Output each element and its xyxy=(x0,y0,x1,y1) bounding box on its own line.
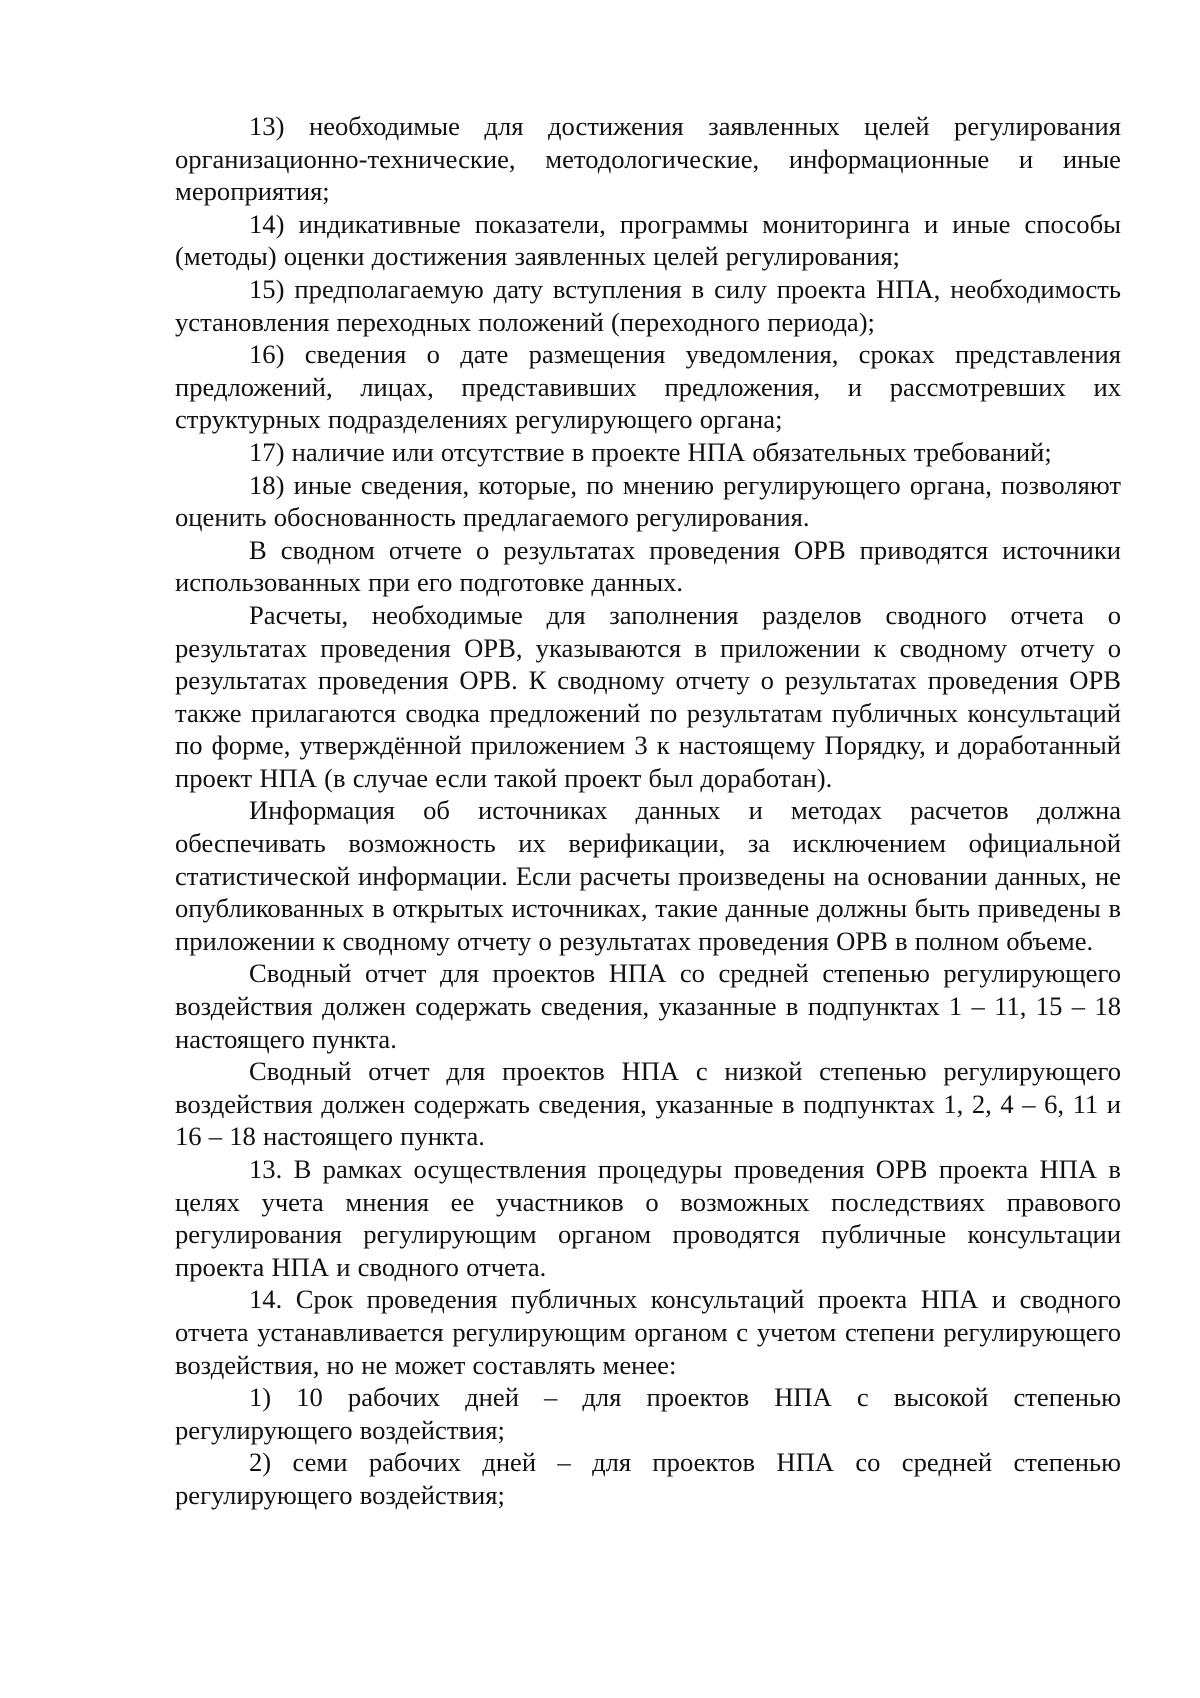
document-page xyxy=(175,110,1121,1512)
paragraph-low-impact-report: Сводный отчет для проектов НПА с низкой степенью регулирующего воздействия должен содержать сведения, указанные в подпунктах 1, 2, 4 – 6, 11 и 16 – 18 настоящего пункта. xyxy=(175,1056,1121,1152)
paragraph-term-medium-impact: 2) семи рабочих дней – для проектов НПА со средней степенью регулирующего воздействия; xyxy=(175,1447,1121,1510)
paragraph-item-15: 15) предполагаемую дату вступления в силу проекта НПА, необходимость установления переходных положений (переходного периода); xyxy=(175,273,1121,337)
paragraph-term-high-impact: 1) 10 рабочих дней – для проектов НПА с высокой степенью регулирующего воздействия; xyxy=(175,1382,1121,1445)
paragraph-data-verification: Информация об источниках данных и методах расчетов должна обеспечивать возможность их верификации, за исключением официальной статистической информации. Если расчеты произведены на основании данных, не опубликованных в открытых источниках, такие данные должны быть приведены в приложении к сводному отчету о результатах проведения ОРВ в полном объеме. xyxy=(175,795,1121,956)
paragraph-clause-13: 13. В рамках осуществления процедуры проведения ОРВ проекта НПА в целях учета мнения ее участников о возможных последствиях правового регулирования регулирующим органом проводятся публичные консультации проекта НПА и сводного отчета. xyxy=(175,1154,1121,1282)
paragraph-item-18: 18) иные сведения, которые, по мнению регулирующего органа, позволяют оценить обоснованность предлагаемого регулирования. xyxy=(175,469,1121,533)
paragraph-calculations: Расчеты, необходимые для заполнения разделов сводного отчета о результатах проведения ОРВ, указываются в приложении к сводному отчету о результатах проведения ОРВ. К сводному отчету о результатах проведения ОРВ также прилагаются сводка предложений по результатам публичных консультаций по форме, утверждённой приложением 3 к настоящему Порядку, и доработанный проект НПА (в случае если такой проект был доработан). xyxy=(175,599,1121,793)
paragraph-medium-impact-report: Сводный отчет для проектов НПА со средней степенью регулирующего воздействия должен содержать сведения, указанные в подпунктах 1 – 11, 15 – 18 настоящего пункта. xyxy=(175,958,1121,1054)
paragraph-item-14: 14) индикативные показатели, программы мониторинга и иные способы (методы) оценки достижения заявленных целей регулирования; xyxy=(175,208,1121,272)
paragraph-item-16: 16) сведения о дате размещения уведомления, сроках представления предложений, лицах, представивших предложения, и рассмотревших их структурных подразделениях регулирующего органа; xyxy=(175,339,1121,435)
paragraph-sources: В сводном отчете о результатах проведения ОРВ приводятся источники использованных при его подготовке данных. xyxy=(175,534,1121,598)
paragraph-clause-14: 14. Срок проведения публичных консультаций проекта НПА и сводного отчета устанавливается регулирующим органом с учетом степени регулирующего воздействия, но не может составлять менее: xyxy=(175,1284,1121,1380)
paragraph-item-17: 17) наличие или отсутствие в проекте НПА обязательных требований; xyxy=(249,436,1052,467)
paragraph-item-13: 13) необходимые для достижения заявленных целей регулирования организационно-технические, методологические, информационные и иные мероприятия; xyxy=(175,111,1121,207)
